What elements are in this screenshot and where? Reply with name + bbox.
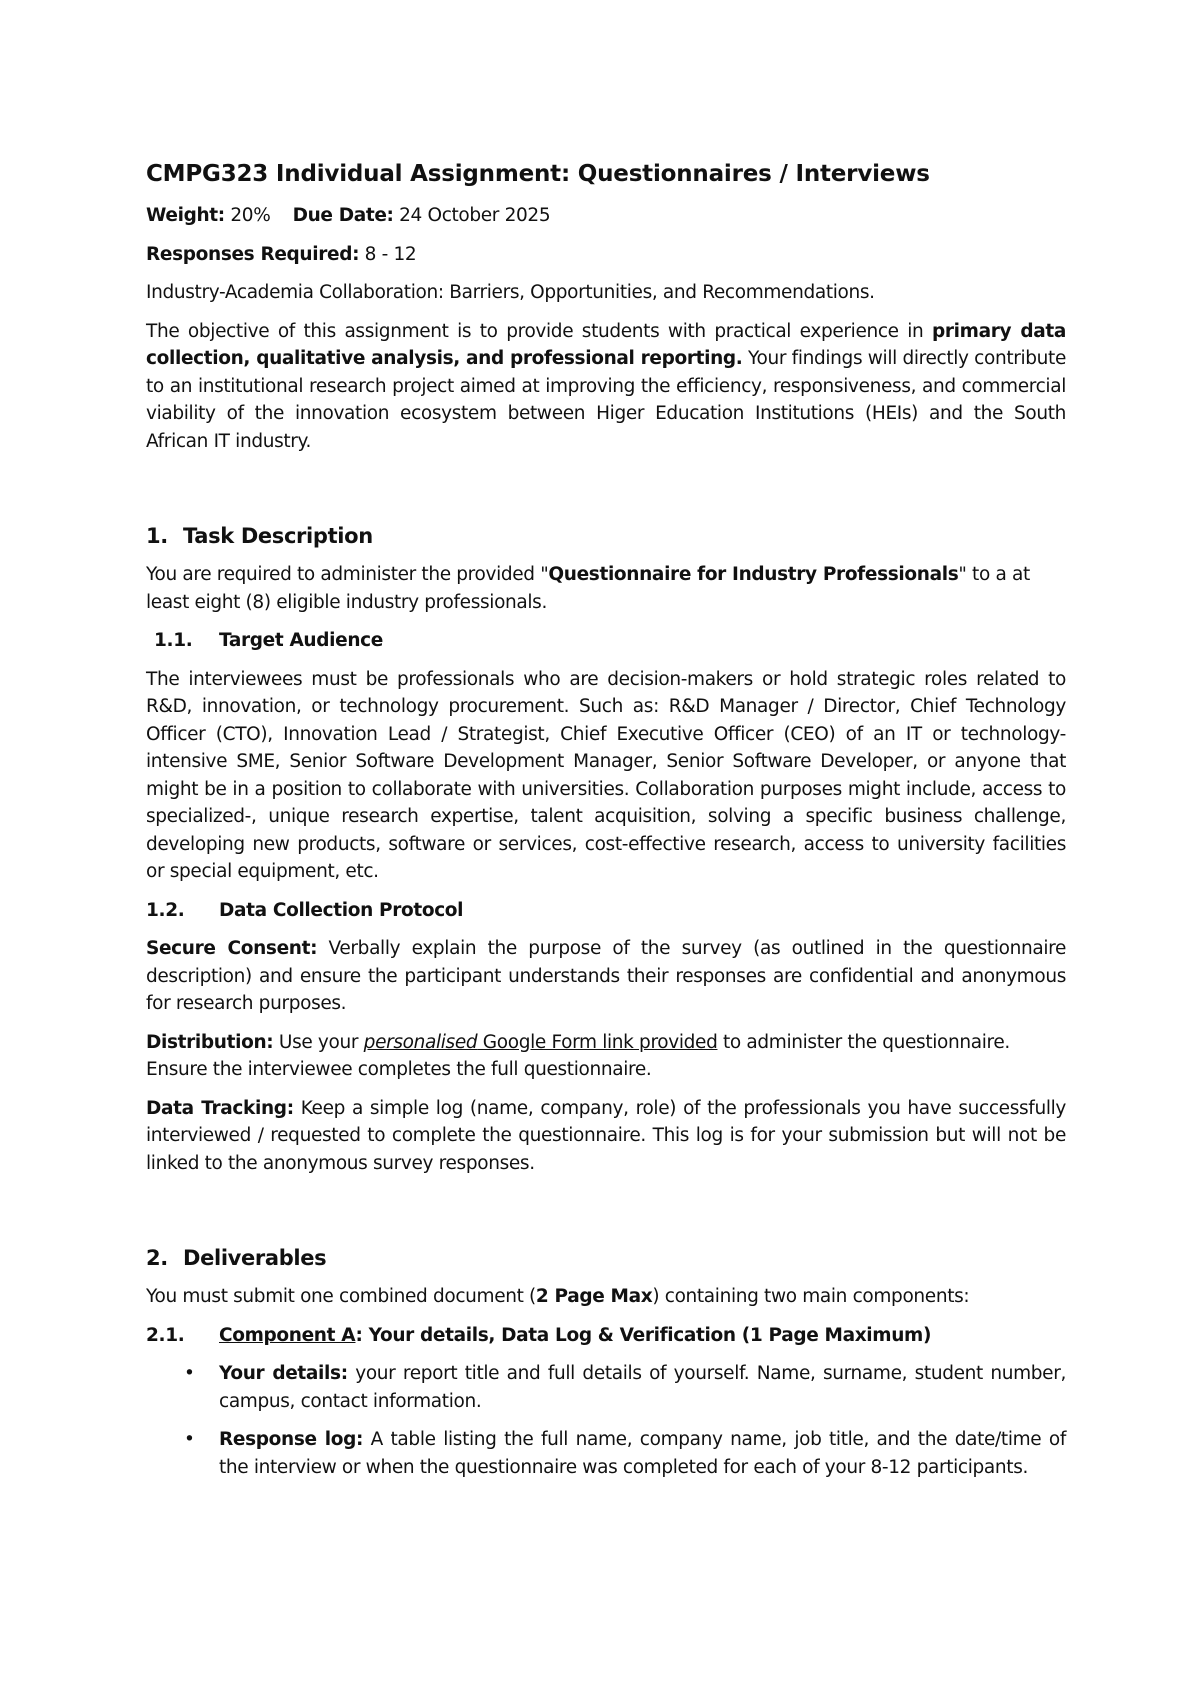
responses-value: 8 - 12 — [359, 243, 417, 265]
component-a-list — [146, 1360, 1066, 1481]
task-text-1: You are required to administer the provided " — [146, 564, 549, 585]
bullet-text: A table listing the full name, company name, job title, and the date/time of the interview or when the questionnaire was completed for each of your 8-12 participants. — [219, 1429, 1067, 1478]
subsection-title: Data Collection Protocol — [219, 899, 464, 921]
google-form-link[interactable]: Google Form link provided — [477, 1031, 718, 1053]
section-number: 1. — [146, 524, 168, 548]
secure-consent-paragraph — [146, 935, 1066, 1018]
task-description-paragraph — [146, 561, 1066, 616]
subsection-heading-component-a — [146, 1322, 1066, 1350]
data-tracking-paragraph — [146, 1095, 1066, 1178]
weight-value: 20% — [224, 205, 271, 226]
document-subtitle: Industry-Academia Collaboration: Barriers, Opportunities, and Recommendations. — [146, 282, 875, 303]
secure-consent-label: Secure Consent: — [146, 938, 318, 959]
document-page — [146, 158, 1066, 1492]
distribution-text-1: Use your — [273, 1031, 364, 1053]
weight-label: Weight: — [146, 205, 225, 226]
distribution-text-2: to administer the questionnaire. Ensure the interviewee completes the full questionnaire. — [146, 1031, 1010, 1080]
section-title: Task Description — [183, 524, 373, 548]
component-a-title: : Your details, Data Log & Verification (1 Page Maximum) — [355, 1324, 932, 1346]
data-tracking-text: Keep a simple log (name, company, role) of the professionals you have successfully interviewed / requested to complete the questionnaire. This log is for your submission but will not be linked to the anonymous survey responses. — [146, 1097, 1066, 1174]
secure-consent-text: Verbally explain the purpose of the survey (as outlined in the questionnaire description) and ensure the participant understands their responses are confidential and anonymous for research purposes. — [146, 938, 1066, 1014]
list-item — [146, 1426, 1066, 1481]
section-heading-task-description — [146, 521, 1066, 551]
deliverables-text-2: ) containing two main components: — [652, 1286, 970, 1307]
subsection-heading-target-audience — [146, 627, 1066, 655]
section-number: 2. — [146, 1246, 168, 1270]
responses-label: Responses Required: — [146, 243, 360, 265]
distribution-label: Distribution: — [146, 1031, 274, 1053]
distribution-paragraph — [146, 1029, 1066, 1084]
bullet-icon: • — [184, 1363, 195, 1384]
bullet-icon: • — [184, 1429, 195, 1450]
task-text-2: " to a at least eight (8) eligible industry professionals. — [146, 564, 1030, 613]
subsection-title — [219, 1322, 931, 1350]
list-item — [146, 1360, 1066, 1415]
deliverables-text-1: You must submit one combined document ( — [146, 1286, 536, 1307]
due-date-label: Due Date: — [292, 205, 394, 226]
subsection-number: 2.1. — [146, 1324, 185, 1346]
bullet-text: your report title and full details of yourself. Name, surname, student number, campus, contact information. — [219, 1363, 1066, 1412]
component-a-label: Component A — [219, 1324, 356, 1346]
intro-text-1: The objective of this assignment is to provide students with practical experience in — [146, 320, 933, 342]
bullet-label: Your details: — [219, 1363, 348, 1384]
intro-text-2: Your findings will directly contribute to an institutional research project aimed at improving the efficiency, responsiveness, and commercial viability of the innovation ecosystem between Higer Education Institutions (HEIs) and the South African IT industry. — [146, 348, 1066, 452]
section-heading-deliverables — [146, 1243, 1066, 1273]
target-audience-paragraph: The interviewees must be professionals who are decision-makers or hold strategic roles related to R&D, innovation, or technology procurement. Such as: R&D Manager / Director, Chief Technology Officer (CTO), Innovation Lead / Strategist, Chief Executive Officer (CEO) of an IT or technology-intensive SME, Senior Software Development Manager, Senior Software Developer, or anyone that might be in a position to collaborate with universities. Collaboration purposes might include, access to specialized-, unique research expertise, talent acquisition, solving a specific business challenge, developing new products, software or services, cost-effective research, access to university facilities or special equipment, etc. — [146, 668, 1066, 882]
assignment-meta — [146, 202, 1066, 230]
subsection-title: Target Audience — [219, 630, 383, 651]
page-max: 2 Page Max — [535, 1286, 653, 1307]
data-tracking-label: Data Tracking: — [146, 1097, 294, 1119]
intro-bold: primary data collection, qualitative analysis, and professional reporting. — [146, 320, 1066, 369]
subsection-number: 1.1. — [154, 630, 193, 651]
due-date-value: 24 October 2025 — [393, 205, 551, 226]
responses-required — [146, 241, 1066, 269]
intro-paragraph — [146, 318, 1066, 456]
section-title: Deliverables — [183, 1246, 327, 1270]
document-title: CMPG323 Individual Assignment: Questionnaires / Interviews — [146, 161, 930, 187]
personalised-link-text[interactable]: personalised — [363, 1031, 478, 1053]
questionnaire-name: Questionnaire for Industry Professionals — [548, 564, 959, 585]
bullet-label: Response log: — [219, 1429, 364, 1450]
deliverables-paragraph — [146, 1283, 1066, 1311]
subsection-heading-data-collection — [146, 897, 1066, 925]
subsection-number: 1.2. — [146, 899, 185, 921]
